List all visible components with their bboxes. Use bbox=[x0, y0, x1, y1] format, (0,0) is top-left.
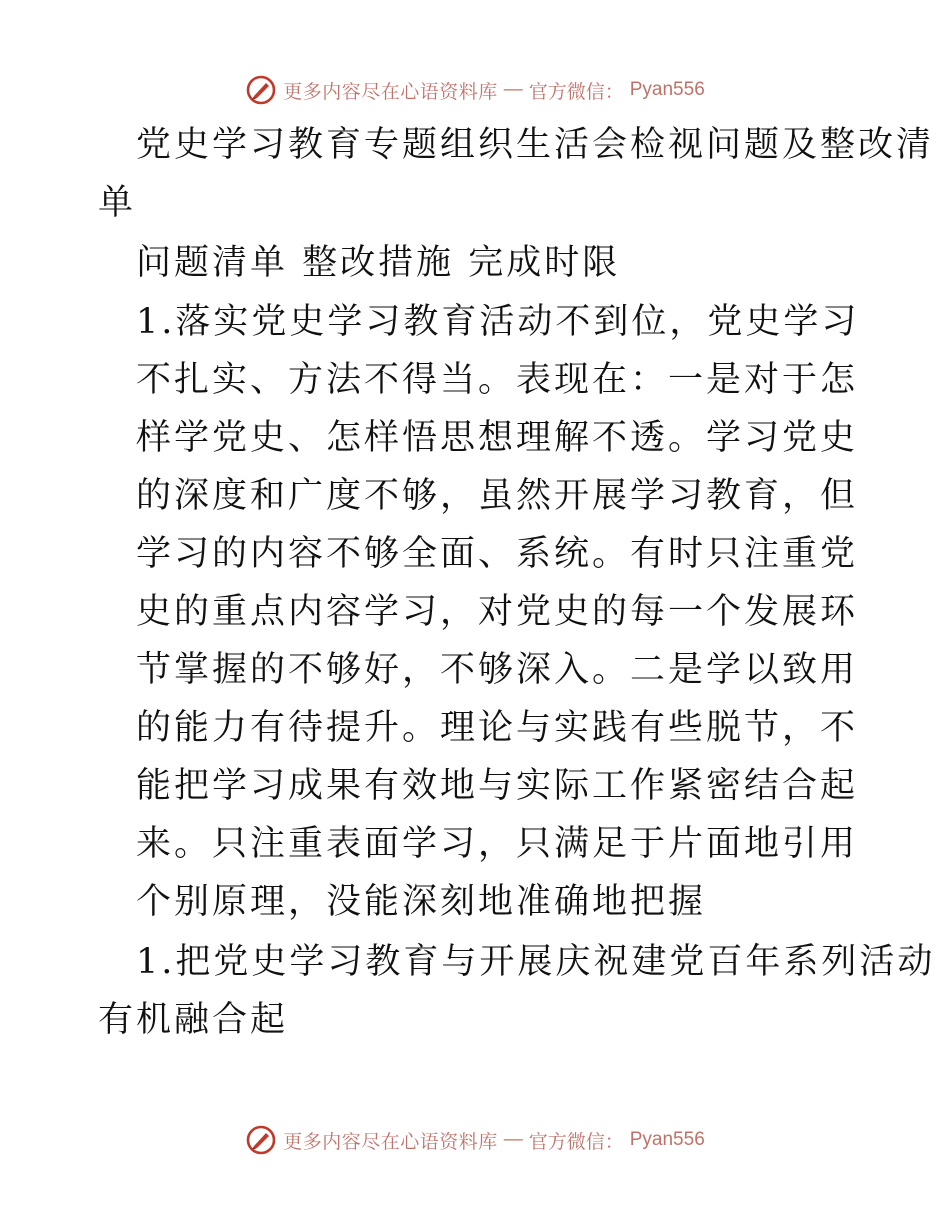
measure-line-1: 1.把党史学习教育与开展庆祝建党百年系列活动 bbox=[136, 942, 936, 982]
watermark-separator: — bbox=[503, 1129, 523, 1150]
quill-logo-icon bbox=[245, 1124, 277, 1156]
problem-line: 学习的内容不够全面、系统。有时只注重党 bbox=[136, 534, 859, 574]
document-title-line-1: 党史学习教育专题组织生活会检视问题及整改清 bbox=[136, 125, 935, 165]
watermark-label: 官方微信： bbox=[528, 1130, 624, 1153]
watermark-prefix: 更多内容尽在心语资料库 bbox=[283, 80, 498, 103]
problem-line: 的深度和广度不够，虽然开展学习教育，但 bbox=[136, 476, 859, 516]
problem-line: 能把学习成果有效地与实际工作紧密结合起 bbox=[136, 766, 859, 806]
measure-line-2: 有机融合起 bbox=[98, 1000, 289, 1040]
problem-line: 不扎实、方法不得当。表现在：一是对于怎 bbox=[136, 360, 859, 400]
problem-line: 史的重点内容学习，对党史的每一个发展环 bbox=[136, 592, 859, 632]
problem-line: 的能力有待提升。理论与实践有些脱节，不 bbox=[136, 708, 859, 748]
watermark-id: Pyan556 bbox=[629, 79, 705, 100]
problem-line: 节掌握的不够好，不够深入。二是学以致用 bbox=[136, 650, 859, 690]
problem-line: 来。只注重表面学习，只满足于片面地引用 bbox=[136, 824, 859, 864]
footer-watermark bbox=[0, 1120, 950, 1160]
problem-line: 样学党史、怎样悟思想理解不透。学习党史 bbox=[136, 418, 859, 458]
document-title-line-2: 单 bbox=[98, 183, 137, 223]
table-header-row: 问题清单 整改措施 完成时限 bbox=[136, 243, 621, 283]
watermark-prefix: 更多内容尽在心语资料库 bbox=[283, 1130, 498, 1153]
watermark-label: 官方微信： bbox=[528, 80, 624, 103]
watermark-separator: — bbox=[503, 79, 523, 100]
watermark-id: Pyan556 bbox=[629, 1129, 705, 1150]
problem-line: 个别原理，没能深刻地准确地把握 bbox=[136, 882, 707, 922]
problem-line: 1.落实党史学习教育活动不到位，党史学习 bbox=[136, 302, 860, 342]
